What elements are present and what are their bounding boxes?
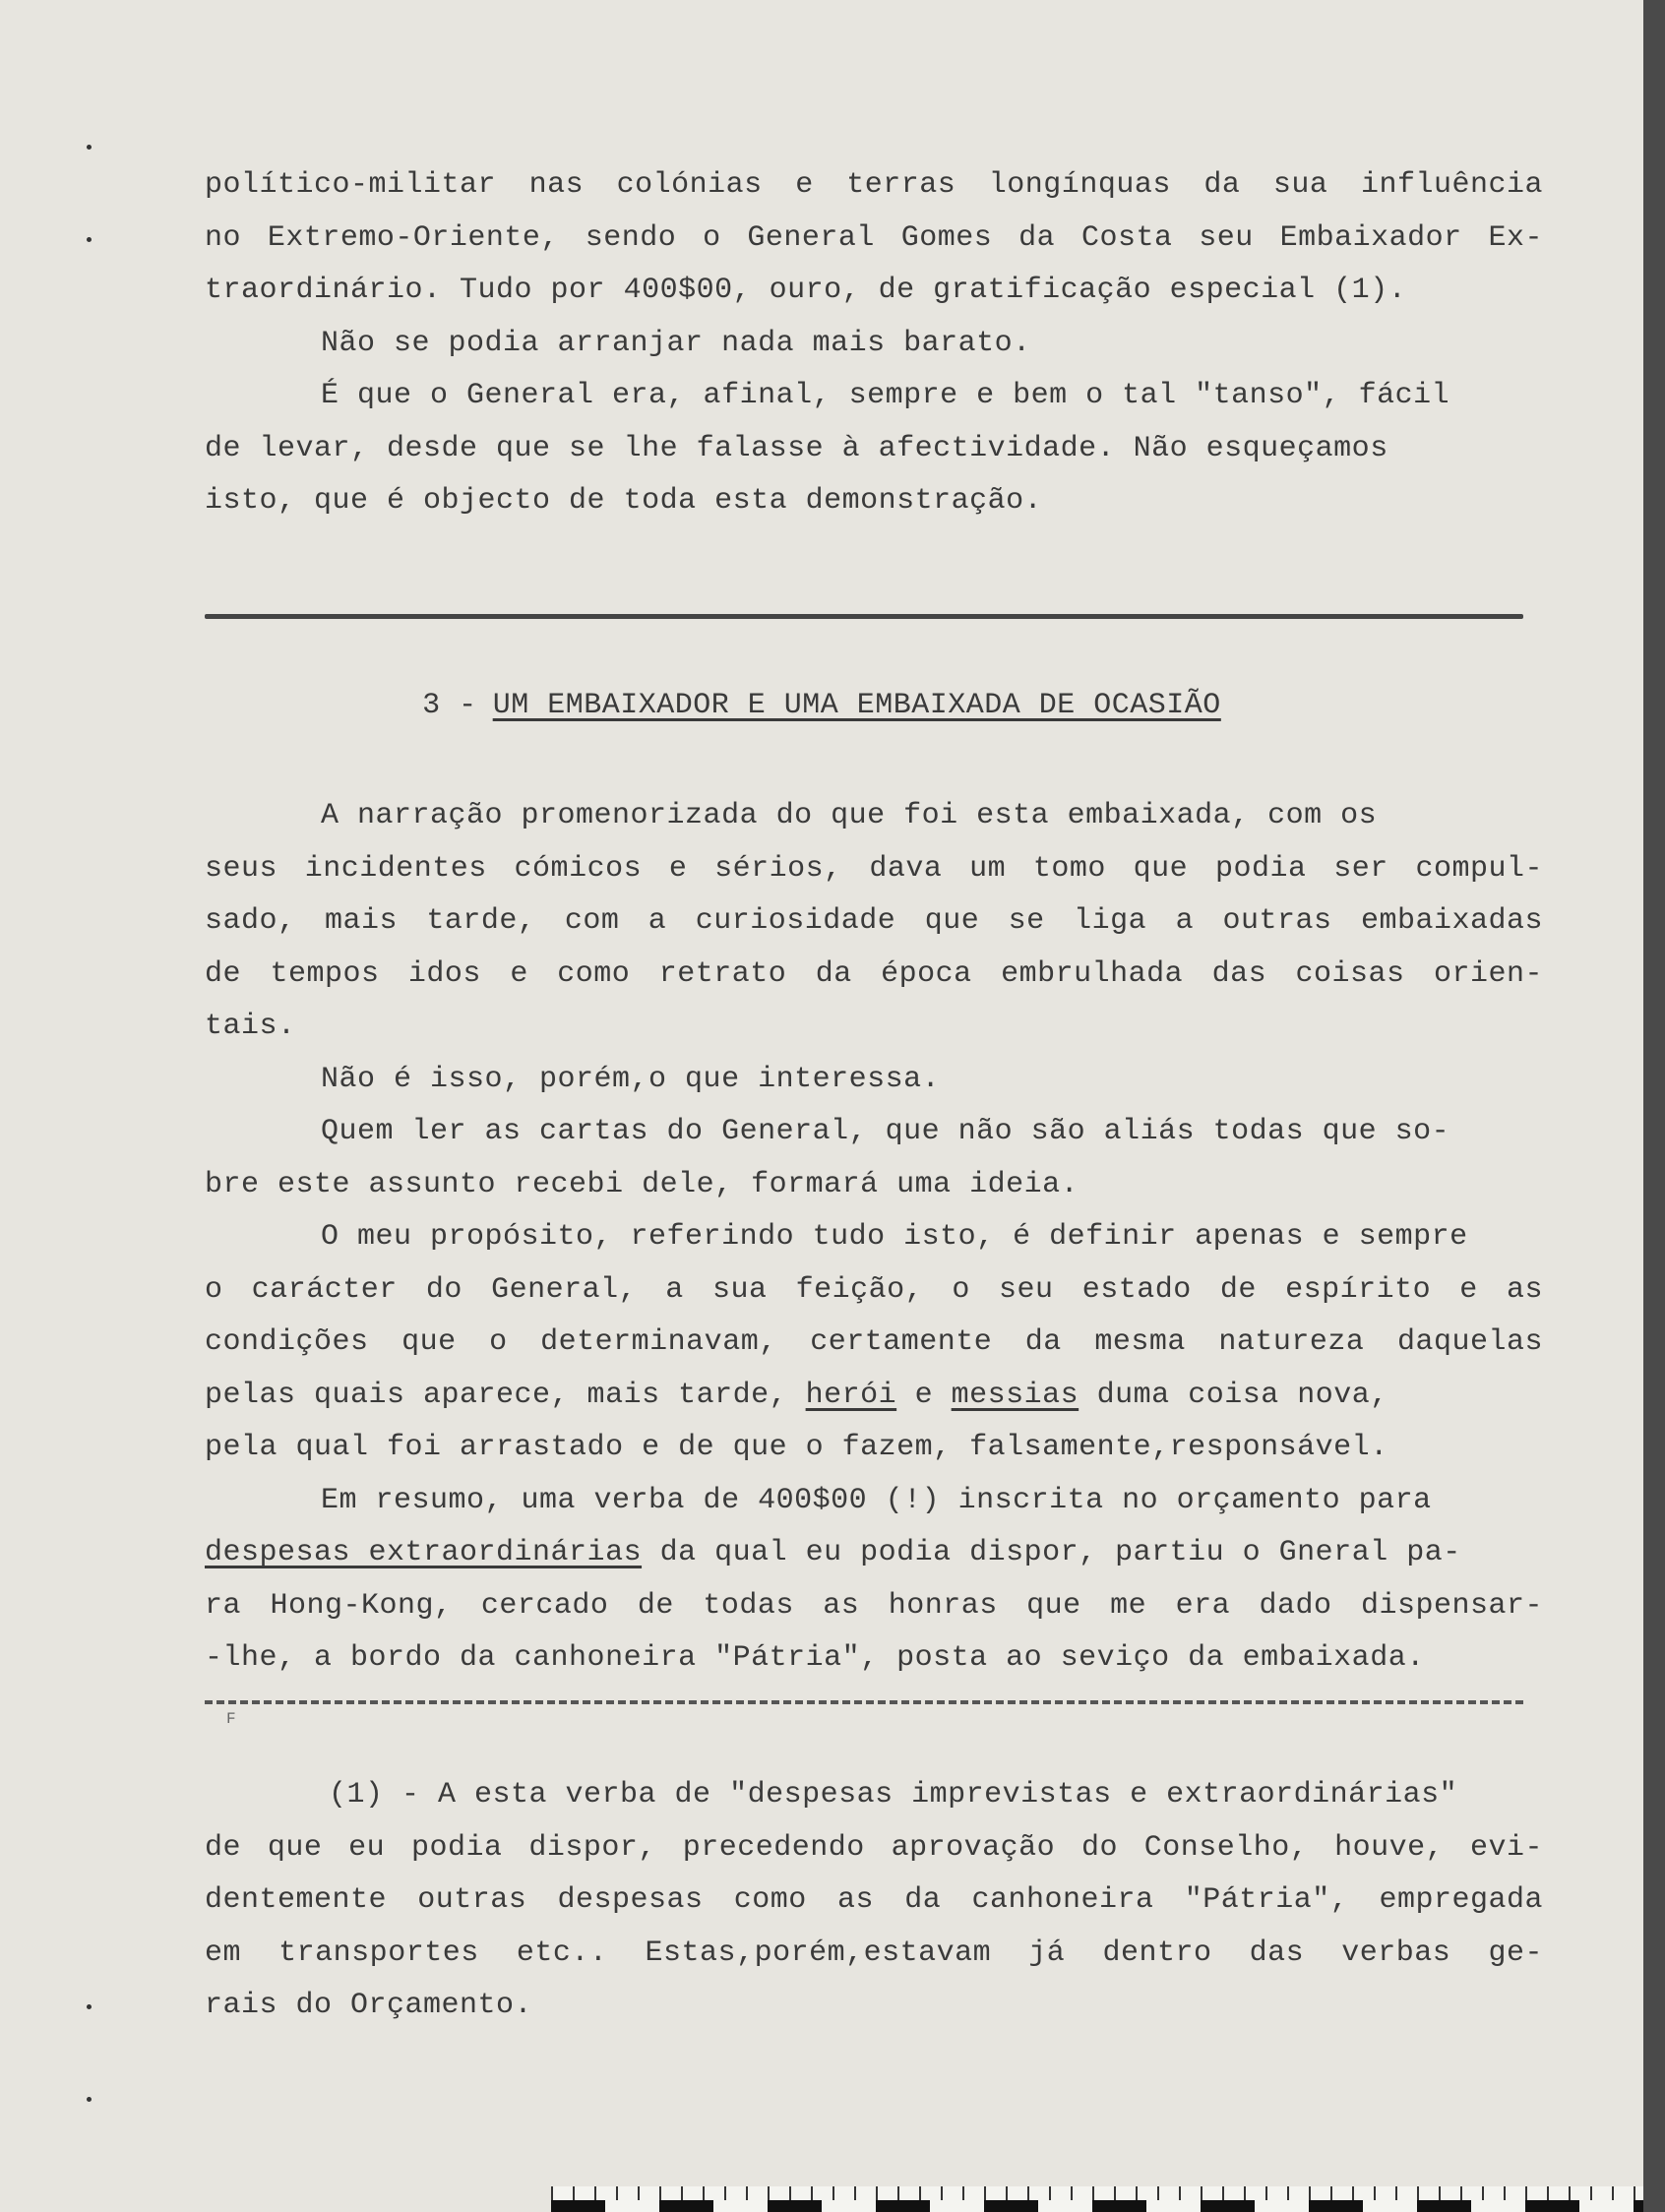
- section-divider: [205, 614, 1523, 619]
- top-paragraph: [205, 159, 1543, 528]
- text-span: e: [896, 1378, 952, 1412]
- underlined-word: herói: [805, 1378, 897, 1412]
- text-line: de levar, desde que se lhe falasse à afectividade. Não esqueçamos: [205, 431, 1388, 465]
- section-heading: [0, 689, 1643, 722]
- scan-edge: [1643, 0, 1665, 2212]
- margin-letter: F: [226, 1710, 236, 1728]
- text-line: de que eu podia dispor, precedendo aprovação do Conselho, houve, evi-: [205, 1830, 1543, 1865]
- text-line: Quem ler as cartas do General, que não são aliás todas que so-: [321, 1115, 1450, 1148]
- margin-dot: [87, 2097, 92, 2102]
- margin-dot: [87, 2004, 92, 2009]
- text-line: A narração promenorizada do que foi esta embaixada, com os: [321, 799, 1378, 832]
- text-line: Não é isso, porém,o que interessa.: [321, 1062, 941, 1096]
- text-line: -lhe, a bordo da canhoneira "Pátria", posta ao seviço da embaixada.: [205, 1641, 1425, 1675]
- section-body: [205, 790, 1543, 1686]
- text-line: pela qual foi arrastado e de que o fazem, falsamente,responsável.: [205, 1431, 1388, 1464]
- text-line: no Extremo-Oriente, sendo o General Gomes da Costa seu Embaixador Ex-: [205, 220, 1543, 255]
- text-line: o carácter do General, a sua feição, o seu estado de espírito e as: [205, 1272, 1543, 1307]
- text-line: dentemente outras despesas como as da canhoneira "Pátria", empregada: [205, 1883, 1543, 1917]
- text-span: pelas quais aparece, mais tarde,: [205, 1378, 806, 1412]
- text-span: da qual eu podia dispor, partiu o Gneral pa-: [642, 1536, 1461, 1569]
- text-line: [205, 1527, 1543, 1580]
- text-line: Em resumo, uma verba de 400$00 (!) inscrita no orçamento para: [321, 1483, 1432, 1517]
- text-line: (1) - A esta verba de "despesas imprevistas e extraordinárias": [329, 1778, 1458, 1812]
- text-line: bre este assunto recebi dele, formará uma ideia.: [205, 1167, 1079, 1201]
- footnote: [205, 1769, 1543, 2033]
- text-line: de tempos idos e como retrato da época embrulhada das coisas orien-: [205, 956, 1543, 991]
- footnote-separator: [205, 1700, 1523, 1704]
- text-line: em transportes etc.. Estas,porém,estavam já dentro das verbas ge-: [205, 1936, 1543, 1970]
- text-line: ra Hong-Kong, cercado de todas as honras que me era dado dispensar-: [205, 1588, 1543, 1623]
- text-line: É que o General era, afinal, sempre e bem o tal "tanso", fácil: [321, 379, 1450, 412]
- text-line: O meu propósito, referindo tudo isto, é definir apenas e sempre: [321, 1220, 1468, 1254]
- text-line: rais do Orçamento.: [205, 1989, 533, 2022]
- section-number: 3 -: [422, 689, 477, 722]
- text-line: tais.: [205, 1010, 296, 1043]
- text-line: Não se podia arranjar nada mais barato.: [321, 326, 1031, 360]
- section-title: UM EMBAIXADOR E UMA EMBAIXADA DE OCASIÃO: [492, 689, 1221, 722]
- underlined-phrase: despesas extraordinárias: [205, 1536, 643, 1569]
- text-line: traordinário. Tudo por 400$00, ouro, de gratificação especial (1).: [205, 274, 1407, 307]
- text-span: duma coisa nova,: [1079, 1378, 1388, 1412]
- margin-dot: [87, 145, 92, 150]
- underlined-word: messias: [951, 1378, 1079, 1412]
- text-line: condições que o determinavam, certamente da mesma natureza daquelas: [205, 1325, 1543, 1359]
- text-line: sado, mais tarde, com a curiosidade que se liga a outras embaixadas: [205, 904, 1543, 938]
- text-line: seus incidentes cómicos e sérios, dava um tomo que podia ser compul-: [205, 851, 1543, 886]
- text-line: político-militar nas colónias e terras longínquas da sua influência: [205, 168, 1543, 202]
- scale-ruler-bar: [551, 2200, 1643, 2212]
- text-line: isto, que é objecto de toda esta demonstração.: [205, 484, 1043, 518]
- text-line: [205, 1370, 1543, 1423]
- margin-dot: [87, 237, 92, 242]
